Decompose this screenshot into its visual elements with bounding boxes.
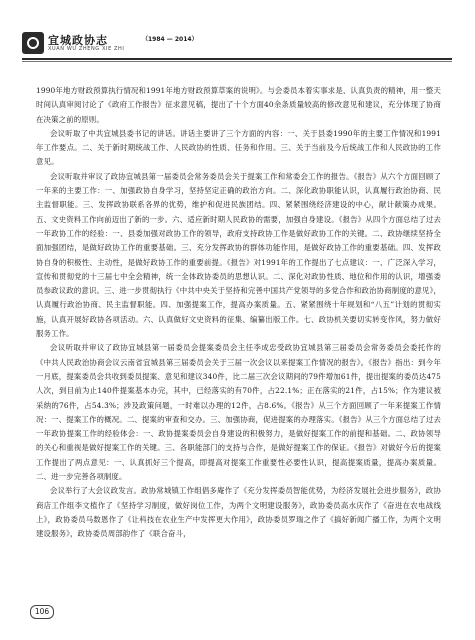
page-number: 106 <box>30 605 54 619</box>
book-years: （1984 — 2014） <box>142 36 198 43</box>
body-text <box>36 84 441 542</box>
header-rule-thin <box>22 61 452 62</box>
header-rule <box>22 58 452 60</box>
paragraph: 会议听取了中共宜城县委书记的讲话。讲话主要讲了三个方面的内容：一、关于县委1990年的主要工作情况和1991年工作要点。二、关于新时期统战工作、人民政协的性质、任务和作用。三、关于当前及今后统战工作和人民政协的工作意见。 <box>36 128 441 167</box>
paragraph: 会议听取并审议了政协宜城县第一届委员会提案委员会主任李成忠受政协宜城县第三届委员会常务委员会委托作的《中共人民政治协商会议云南省宜城县第三届委员会关于三届一次会议以来提案工作情况的报告》。《报告》指出：到今年一月底，提案委员会共收到委员提案、意见和建议340件，比二届三次会议期间的79件增加61件，提出提案的委员达475人次，到目前为止140件提案基本办完，其中，已经落实的有70件，占22.1%；正在落实的21件，占15%；作为建议被采纳的76件，占54.3%；涉及政策问题，一时难以办理的12件，占8.6%。《报告》从三个方面回顾了一年来提案工作情况：一、提案工作的概况。二、提案的审查和交办。三、加强协商，促进提案的办理落实。《报告》从三个方面总结了过去一年政协提案工作的经验体会：一、政协提案委员会自身建设的积极努力，是做好提案工作的前提和基础。二、政协领导的关心和重视是做好提案工作的关键。三、各职能部门的支持与合作，是做好提案工作的保证。《报告》对做好今后的提案工作提出了两点意见：一、认真抓好三个提高，即提高对提案工作重要性必要性认识，提高提案质量，提高办案质量。二、进一步完善各项制度。 <box>36 343 441 482</box>
paragraph: 会议听取并审议了政协宜城县第一届委员会常务委员会关于提案工作和常委会工作的报告。《报告》从六个方面回顾了一年来的主要工作：一、加强政协自身学习，坚持坚定正确的政治方向。二、深化政协职能认识，认真履行政治协商、民主监督职能。三、发挥政协联系各界的优势，维护和促进民族团结。四、紧紧围绕经济建设的中心，献计献策办成果。五、文史资料工作向前迈出了新的一步。六、适应新时期人民政协的需要，加强自身建设。《报告》从四个方面总结了过去一年政协工作的经验：一、县委加强对政协工作的领导，政府支持政协工作是做好政协工作的关键。二、政协继续坚持全面加强团结，是做好政协工作的重要基础。三、充分发挥政协的群体功能作用，是做好政协工作的重要基础。四、发挥政协自身的积极性、主动性，是做好政协工作的重要前提。《报告》对1991年的工作提出了七点建议：一、广泛深入学习，宣传和贯彻党的十三届七中全会精神，统一全体政协委员的思想认识。二、深化对政协性质、地位和作用的认识，增强委员参政议政的意识。三、进一步贯彻执行《中共中央关于坚持和完善中国共产党领导的多党合作和政治协商制度的意见》，认真履行政治协商、民主监督职能。四、加强提案工作，提高办案质量。五、紧紧围绕十年规划和“八五”计划的贯彻实施，认真开展好政协各项活动。六、认真做好文史资料的征集、编纂出版工作。七、政协机关要切实转变作风，努力做好服务工作。 <box>36 171 441 339</box>
paragraph: 会议举行了大会议政发言。政协常城镇工作组倡多庵作了《充分发挥委员智能优势，为经济发展社会进步服务》，政协商店工作组李文植作了《坚持学习制度，做好岗位工作，为两个文明建设服务》，政协委员高水庆作了《奋进在农电战线上》，政协委员马数恩作了《让科技在农业生产中发挥更大作用》，政协委员罗瑞之作了《搞好新闻广播工作，为两个文明建设服务》，政协委员周部韵作了《联合奋斗， <box>36 486 441 539</box>
emblem-icon <box>22 32 44 54</box>
paragraph: 1990年地方财政预算执行情况和1991年地方财政预算草案的说明》。与会委员本着实事求是、认真负责的精神，用一整天时间认真审阅讨论了《政府工作报告》征求意见稿，提出了十个方面40余条质量较高的修改意见和建议，充分体现了协商在决策之前的原则。 <box>36 86 441 124</box>
book-title-pinyin: XUAN WU ZHENG XIE ZHI <box>48 46 125 52</box>
running-header <box>22 30 452 64</box>
book-title: 宜城政协志 <box>48 34 108 47</box>
